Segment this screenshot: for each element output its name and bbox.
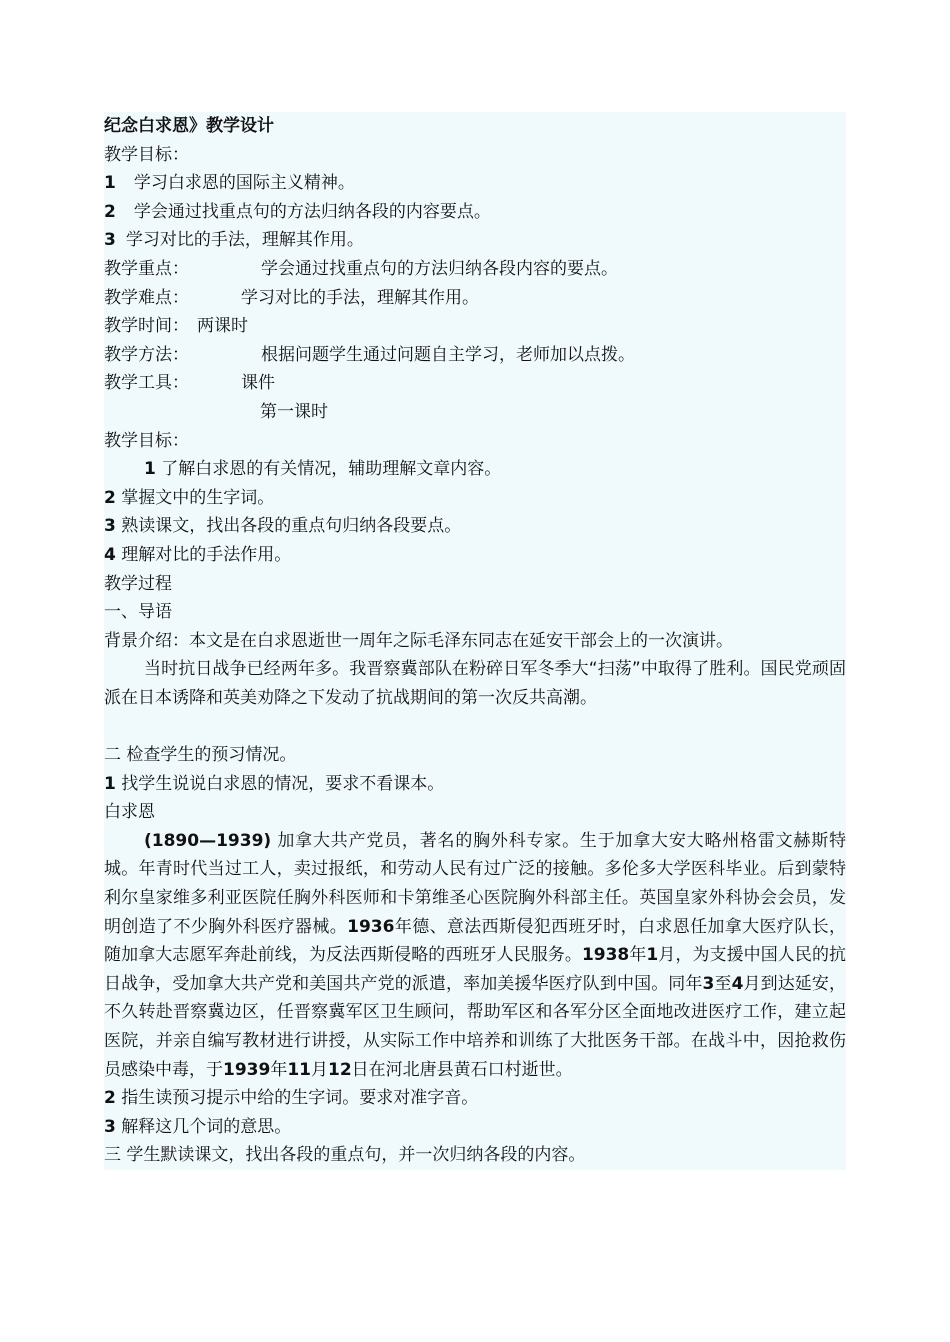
lesson-goals-heading: 教学目标： [104, 430, 189, 451]
goal-number: 1 [104, 173, 116, 194]
lesson-title: 第一课时 [260, 401, 328, 422]
bio-day: 12 [328, 1059, 352, 1080]
difficulty-row [104, 284, 846, 313]
goal-item [104, 169, 846, 198]
bio-month: 1 [646, 945, 659, 966]
tools-text: 课件 [241, 373, 275, 394]
section-heading: 三 学生默读课文，找出各段的重点句，并一次归纳各段的内容。 [104, 1145, 586, 1166]
document-title: 纪念白求恩》教学设计 [104, 116, 274, 136]
bio-years: (1890—1939) [144, 830, 272, 851]
background-paragraph: 当时抗日战争已经两年多。我晋察冀部队在粉碎日军冬季大“扫荡”中取得了胜利。国民党顽固派在日本诱降和英美劝降之下发动了抗战期间的第一次反共高潮。 [104, 659, 846, 708]
bio-text: 月到达延安，不久转赴晋察冀边区，任晋察冀军区卫生顾问，帮助军区和各军分区全面地改进医疗工作，建立起医院，并亲自编写教材进行讲授，从实际工作中培养和训练了大批医务干部。在战斗中，因抢救伤员感染中毒，于 [104, 973, 847, 1080]
goal-number: 2 [104, 201, 116, 222]
time-row [104, 312, 846, 341]
key-point-row [104, 255, 846, 284]
time-text: 两课时 [197, 316, 248, 337]
bio-year: 1938 [581, 945, 630, 966]
goal-number: 3 [104, 230, 116, 251]
bio-year: 1939 [223, 1059, 271, 1080]
step-text: 找学生说说白求恩的情况，要求不看课本。 [121, 773, 445, 794]
goal-text: 学会通过找重点句的方法归纳各段的内容要点。 [133, 201, 491, 222]
tools-row [104, 369, 846, 398]
bethune-bio-paragraph [104, 827, 846, 1084]
bio-text: 加拿大共产党员，著名的胸外科专家。生于加拿大安大略州格雷文赫斯特城。年青时代当过工人，卖过报纸，和劳动人民有过广泛的接触。多伦多大学医科毕业。后到蒙特利尔皇家维多利亚医院任胸外科医师和卡第维圣心医院胸外科部主任。英国皇家外科协会会员，发明创造了不少胸外科医疗器械。 [104, 830, 847, 937]
bio-year: 1936 [347, 916, 395, 937]
method-row [104, 341, 846, 370]
step-number: 2 [104, 1088, 116, 1109]
lesson-goal-text: 理解对比的手法作用。 [121, 544, 292, 565]
lesson-goal-number: 1 [144, 459, 156, 480]
bio-text: 至 [714, 973, 732, 994]
lesson-goal-item [104, 541, 846, 570]
key-point-text: 学会通过找重点句的方法归纳各段内容的要点。 [261, 258, 618, 279]
bio-text: 年德、意法西斯侵犯西班牙时，白求恩任加拿大医疗队长，随加拿大志愿军奔赴前线，为反法西斯侵略的西班牙人民服务。 [104, 916, 847, 966]
step-text: 指生读预习提示中给的生字词。要求对准字音。 [121, 1088, 479, 1109]
lesson-goal-number: 3 [104, 516, 116, 537]
document-body [104, 112, 846, 1170]
goal-item [104, 226, 846, 255]
goal-item [104, 198, 846, 227]
method-text: 根据问题学生通过问题自主学习，老师加以点拨。 [261, 344, 635, 365]
bio-text: 月，为支援中国人民的抗日战争，受加拿大共产党和美国共产党的派遣，率加美援华医疗队到中国。同年 [104, 945, 847, 994]
bio-text: 月 [311, 1059, 328, 1080]
time-label: 教学时间： [104, 316, 189, 337]
lesson-goal-text: 掌握文中的生字词。 [121, 487, 275, 508]
lesson-goal-text: 了解白求恩的有关情况，辅助理解文章内容。 [161, 459, 502, 480]
process-heading: 教学过程 [104, 573, 172, 594]
bio-month: 11 [287, 1059, 311, 1080]
difficulty-text: 学习对比的手法，理解其作用。 [241, 287, 479, 308]
lesson-goal-item [104, 455, 846, 484]
bio-text: 年 [629, 945, 647, 966]
step-text: 解释这几个词的意思。 [121, 1116, 292, 1137]
section-heading: 二 检查学生的预习情况。 [104, 745, 297, 766]
goal-text: 学习白求恩的国际主义精神。 [133, 173, 355, 194]
bio-text: 日在河北唐县黄石口村逝世。 [351, 1059, 573, 1080]
bio-month: 3 [702, 973, 715, 994]
bio-text: 年 [270, 1059, 288, 1080]
difficulty-label: 教学难点： [104, 287, 189, 308]
goal-text: 学习对比的手法，理解其作用。 [125, 230, 364, 251]
lesson-goal-number: 2 [104, 487, 116, 508]
lesson-goal-item [104, 512, 846, 541]
lesson-goal-item [104, 484, 846, 513]
step-item [104, 770, 846, 799]
step-number: 1 [104, 773, 116, 794]
lesson-goal-number: 4 [104, 544, 116, 565]
section-heading: 一、导语 [104, 602, 172, 623]
step-item [104, 1113, 846, 1142]
blank-line [104, 712, 846, 741]
step-item [104, 1084, 846, 1113]
key-point-label: 教学重点： [104, 258, 189, 279]
bethune-name: 白求恩 [104, 802, 155, 823]
method-label: 教学方法： [104, 344, 189, 365]
tools-label: 教学工具： [104, 373, 189, 394]
background-intro: 背景介绍：本文是在白求恩逝世一周年之际毛泽东同志在延安干部会上的一次演讲。 [104, 630, 733, 651]
step-number: 3 [104, 1116, 116, 1137]
bio-month: 4 [731, 973, 744, 994]
lesson-goal-text: 熟读课文，找出各段的重点句归纳各段要点。 [121, 516, 462, 537]
goals-heading: 教学目标： [104, 144, 189, 165]
